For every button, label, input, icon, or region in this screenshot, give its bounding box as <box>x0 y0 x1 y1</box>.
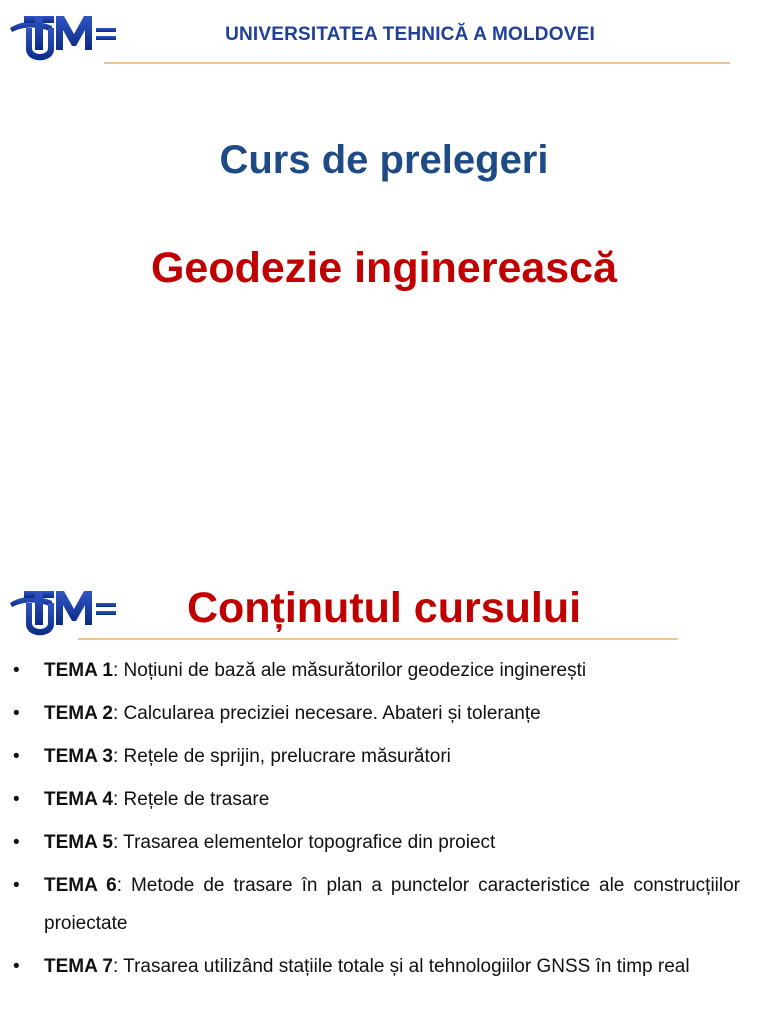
contents-divider <box>78 638 678 640</box>
topic-label: TEMA 2 <box>44 703 113 724</box>
topic-label: TEMA 6 <box>44 875 117 896</box>
topic-list <box>0 652 768 991</box>
bullet-icon: • <box>13 660 20 681</box>
topic-text: : Rețele de trasare <box>112 789 270 810</box>
bullet-icon: • <box>13 875 20 896</box>
bullet-icon: • <box>13 832 20 853</box>
topic-item <box>0 738 768 776</box>
header-divider <box>104 62 730 64</box>
topic-text: : Calcularea preciziei necesare. Abateri și toleranțe <box>112 703 541 724</box>
bullet-icon: • <box>13 956 20 977</box>
utm-logo-icon <box>8 6 120 66</box>
topic-item <box>0 695 768 733</box>
topic-text: : Trasarea elementelor topografice din proiect <box>112 832 496 853</box>
contents-title: Conținutul cursului <box>186 584 582 632</box>
university-name: UNIVERSITATEA TEHNICĂ A MOLDOVEI <box>225 24 595 45</box>
topic-item <box>0 948 768 986</box>
bullet-icon: • <box>13 703 20 724</box>
utm-logo-icon <box>8 580 120 642</box>
bullet-icon: • <box>13 789 20 810</box>
topic-text: : Trasarea utilizând stațiile totale și al tehnologiilor GNSS în timp real <box>112 956 690 977</box>
topic-label: TEMA 1 <box>44 660 113 681</box>
topic-item <box>0 781 768 819</box>
topic-label: TEMA 7 <box>44 956 113 977</box>
topic-label: TEMA 3 <box>44 746 113 767</box>
bullet-icon: • <box>13 746 20 767</box>
topic-item <box>0 652 768 690</box>
topic-text: : Rețele de sprijin, prelucrare măsurători <box>112 746 451 767</box>
topic-label: TEMA 5 <box>44 832 113 853</box>
course-label: Curs de prelegeri <box>219 138 549 182</box>
topic-item <box>0 824 768 862</box>
contents-slide <box>0 560 768 1024</box>
topic-text: : Noțiuni de bază ale măsurătorilor geodezice inginerești <box>112 660 587 681</box>
topic-label: TEMA 4 <box>44 789 113 810</box>
topic-text: : Metode de trasare în plan a punctelor caracteristice ale construcțiilor proiectate <box>44 875 740 934</box>
course-title: Geodezie inginerească <box>150 244 618 292</box>
topic-item <box>0 867 768 943</box>
